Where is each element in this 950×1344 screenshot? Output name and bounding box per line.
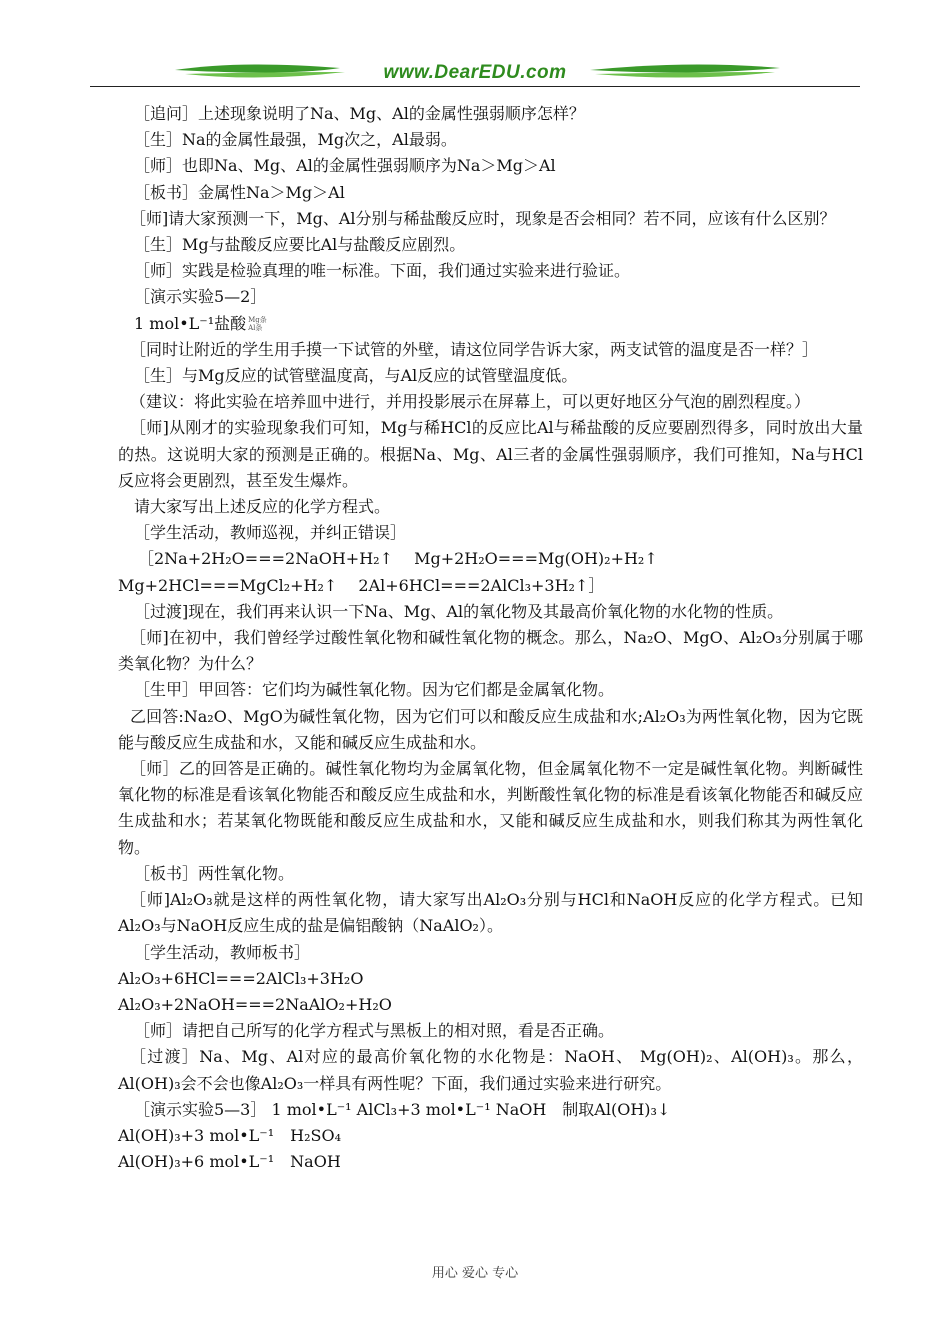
- page-header: [90, 56, 860, 90]
- tube-labels: [248, 316, 267, 332]
- paragraph: ［学生活动，教师巡视，并纠正错误］: [134, 523, 407, 543]
- equation-line: Al₂O₃+6HCl===2AlCl₃+3H₂O: [118, 968, 364, 988]
- paragraph: ［追问］上述现象说明了Na、Mg、Al的金属性强弱顺序怎样？: [134, 104, 585, 123]
- site-logo-text[interactable]: www.DearEDU.com: [383, 62, 567, 83]
- paragraph: ［师]从刚才的实验现象我们可知，Mg与稀HCl的反应比Al与稀盐酸的反应要剧烈得多，同时放出大量的热。这说明大家的预测是正确的。根据Na、Mg、Al三者的金属性强弱顺序，我们可推知，Na与HCl反应将会更剧烈，甚至发生爆炸。: [118, 418, 863, 490]
- al-tube-label: Al条: [248, 324, 263, 333]
- paragraph: 乙回答:Na₂O、MgO为碱性氧化物，因为它们可以和酸反应生成盐和水;Al₂O₃为两性氧化物，因为它既能与酸反应生成盐和水，又能和碱反应生成盐和水。: [118, 706, 863, 752]
- paragraph: ［生］Mg与盐酸反应要比Al与盐酸反应剧烈。: [134, 235, 466, 255]
- paragraph: （建议：将此实验在培养皿中进行，并用投影展示在屏幕上，可以更好地区分气泡的剧烈程度。）: [130, 392, 811, 412]
- paragraph: ［演示实验5—2］: [134, 287, 267, 307]
- paragraph: ［师］实践是检验真理的唯一标准。下面，我们通过实验来进行验证。: [134, 261, 631, 281]
- paragraph: ［学生活动，教师板书］: [134, 942, 311, 962]
- hcl-label: 1 mol•L⁻¹盐酸: [134, 313, 247, 333]
- paragraph: ［生］Na的金属性最强，Mg次之，Al最弱。: [134, 130, 457, 150]
- equation-line: Al(OH)₃+3 mol•L⁻¹ H₂SO₄: [118, 1125, 342, 1145]
- paragraph: ［师]在初中，我们曾经学过酸性氧化物和碱性氧化物的概念。那么，Na₂O、MgO、Al₂O₃分别属于哪类氧化物？为什么？: [118, 628, 863, 674]
- paragraph: ［板书］金属性Na＞Mg＞Al: [134, 182, 345, 202]
- paragraph: ［师]Al₂O₃就是这样的两性氧化物，请大家写出Al₂O₃分别与HCl和NaOH反应的化学方程式。已知Al₂O₃与NaOH反应生成的盐是偏铝酸钠（NaAlO₂）。: [118, 890, 863, 936]
- equation-line: Al(OH)₃+6 mol•L⁻¹ NaOH: [118, 1152, 341, 1172]
- paragraph: ［师］乙的回答是正确的。碱性氧化物均为金属氧化物，但金属氧化物不一定是碱性氧化物。判断碱性氧化物的标准是看该氧化物能否和酸反应生成盐和水，判断酸性氧化物的标准是看该氧化物能否和碱反应生成盐和水；若某氧化物既能和酸反应生成盐和水，又能和碱反应生成盐和水，则我们称其为两性氧化物。: [118, 759, 863, 857]
- paragraph: ［过渡］Na、Mg、Al对应的最高价氧化物的水化物是：NaOH、 Mg(OH)₂、Al(OH)₃。那么，Al(OH)₃会不会也像Al₂O₃一样具有两性呢？下面，我们通过实验来进行研究。: [118, 1047, 863, 1093]
- paragraph: ［师］请把自己所写的化学方程式与黑板上的相对照，看是否正确。: [134, 1021, 615, 1041]
- paragraph: ［同时让附近的学生用手摸一下试管的外壁，请这位同学告诉大家，两支试管的温度是否一样？］: [130, 339, 819, 359]
- paragraph: ［演示实验5—3］ 1 mol•L⁻¹ AlCl₃+3 mol•L⁻¹ NaOH 制取Al(OH)₃↓: [134, 1099, 671, 1119]
- equation-line: Mg+2HCl===MgCl₂+H₂↑ 2Al+6HCl===2AlCl₃+3H₂↑］: [118, 575, 605, 595]
- paragraph: ［师］也即Na、Mg、Al的金属性强弱顺序为Na＞Mg＞Al: [134, 156, 556, 176]
- header-divider: [90, 86, 860, 87]
- page-footer: 用心 爱心 专心: [431, 1266, 519, 1281]
- paragraph: ［生甲］甲回答：它们均为碱性氧化物。因为它们都是金属氧化物。: [134, 680, 615, 700]
- equation-line: ［2Na+2H₂O===2NaOH+H₂↑ Mg+2H₂O===Mg(OH)₂+H₂↑: [138, 549, 658, 569]
- paragraph: ［板书］两性氧化物。: [134, 863, 295, 883]
- paragraph: ［过渡]现在，我们再来认识一下Na、Mg、Al的氧化物及其最高价氧化物的水化物的性质。: [134, 601, 784, 621]
- paragraph: [118, 311, 863, 337]
- paragraph: 请大家写出上述反应的化学方程式。: [134, 497, 391, 517]
- paragraph: ［师]请大家预测一下，Mg、Al分别与稀盐酸反应时，现象是否会相同？若不同，应该有什么区别？: [130, 208, 836, 228]
- document-body: [118, 101, 863, 1175]
- mg-tube-label: Mg条: [248, 316, 267, 325]
- equation-line: Al₂O₃+2NaOH===2NaAlO₂+H₂O: [118, 994, 392, 1014]
- paragraph: ［生］与Mg反应的试管壁温度高，与Al反应的试管壁温度低。: [134, 366, 578, 386]
